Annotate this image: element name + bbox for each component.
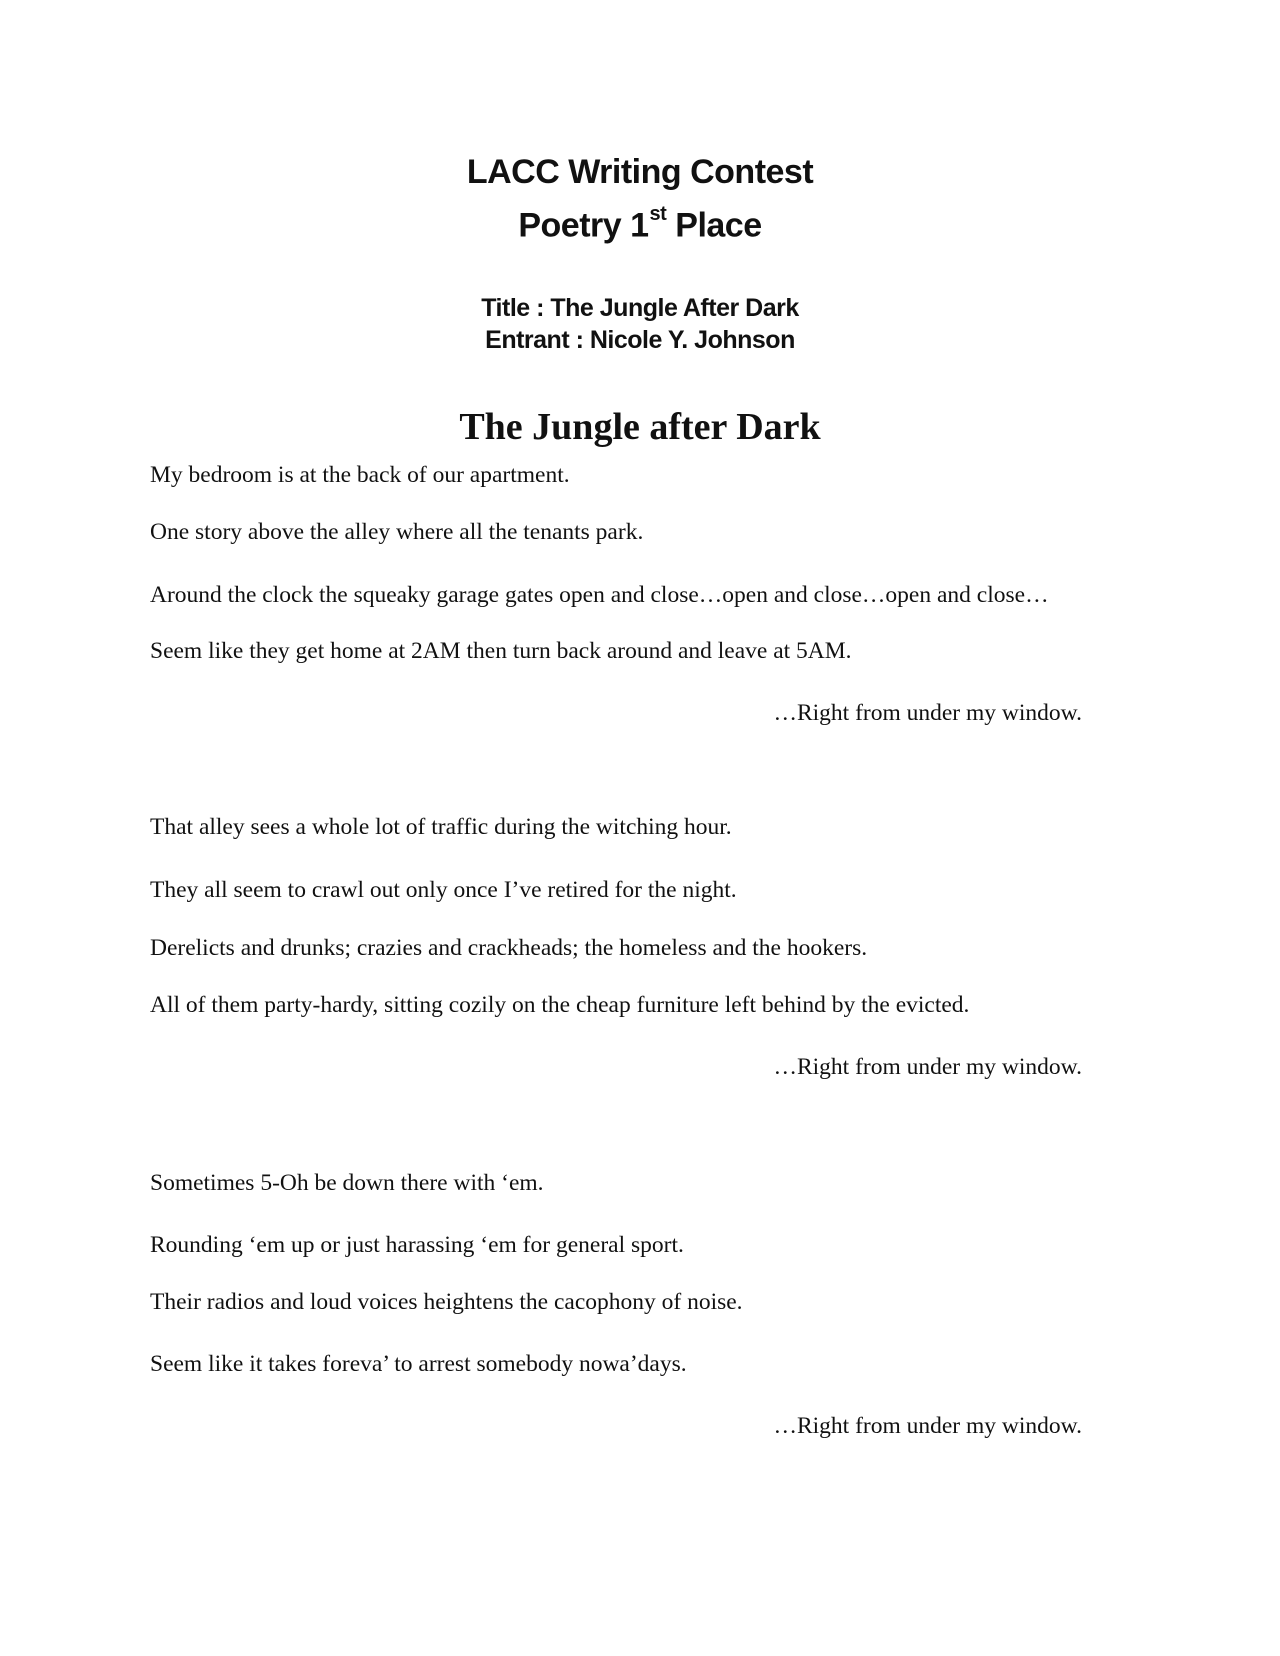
poem-line: Around the clock the squeaky garage gates open and close…open and close…open and close…: [150, 582, 1049, 608]
poem-line: Derelicts and drunks; crazies and crackheads; the homeless and the hookers.: [150, 935, 868, 961]
place-superscript: st: [649, 203, 667, 225]
refrain-line: …Right from under my window.: [773, 1054, 1082, 1080]
poem-line: Rounding ‘em up or just harassing ‘em for general sport.: [150, 1232, 684, 1258]
poem-line: They all seem to crawl out only once I’ve retired for the night.: [150, 877, 737, 903]
poem-line: That alley sees a whole lot of traffic during the witching hour.: [150, 814, 732, 840]
poem-line: My bedroom is at the back of our apartment.: [150, 462, 570, 488]
poem-line: Seem like they get home at 2AM then turn back around and leave at 5AM.: [150, 638, 852, 664]
poem-title: The Jungle after Dark: [459, 406, 821, 448]
poem-line: Sometimes 5-Oh be down there with ‘em.: [150, 1170, 544, 1196]
poem-line: All of them party-hardy, sitting cozily on the cheap furniture left behind by the evicted.: [150, 992, 970, 1018]
entrant-name: Entrant : Nicole Y. Johnson: [485, 326, 795, 354]
poem-line: Seem like it takes foreva’ to arrest somebody nowa’days.: [150, 1351, 687, 1377]
contest-place: [0, 196, 1280, 247]
contest-title: LACC Writing Contest: [466, 153, 814, 191]
place-suffix: Place: [666, 206, 762, 245]
poem-line: Their radios and loud voices heightens the cacophony of noise.: [150, 1289, 743, 1315]
entry-title: Title : The Jungle After Dark: [481, 294, 799, 322]
poem-line: One story above the alley where all the tenants park.: [150, 519, 644, 545]
refrain-line: …Right from under my window.: [773, 1413, 1082, 1439]
refrain-line: …Right from under my window.: [773, 700, 1082, 726]
place-prefix: Poetry 1: [518, 206, 649, 245]
